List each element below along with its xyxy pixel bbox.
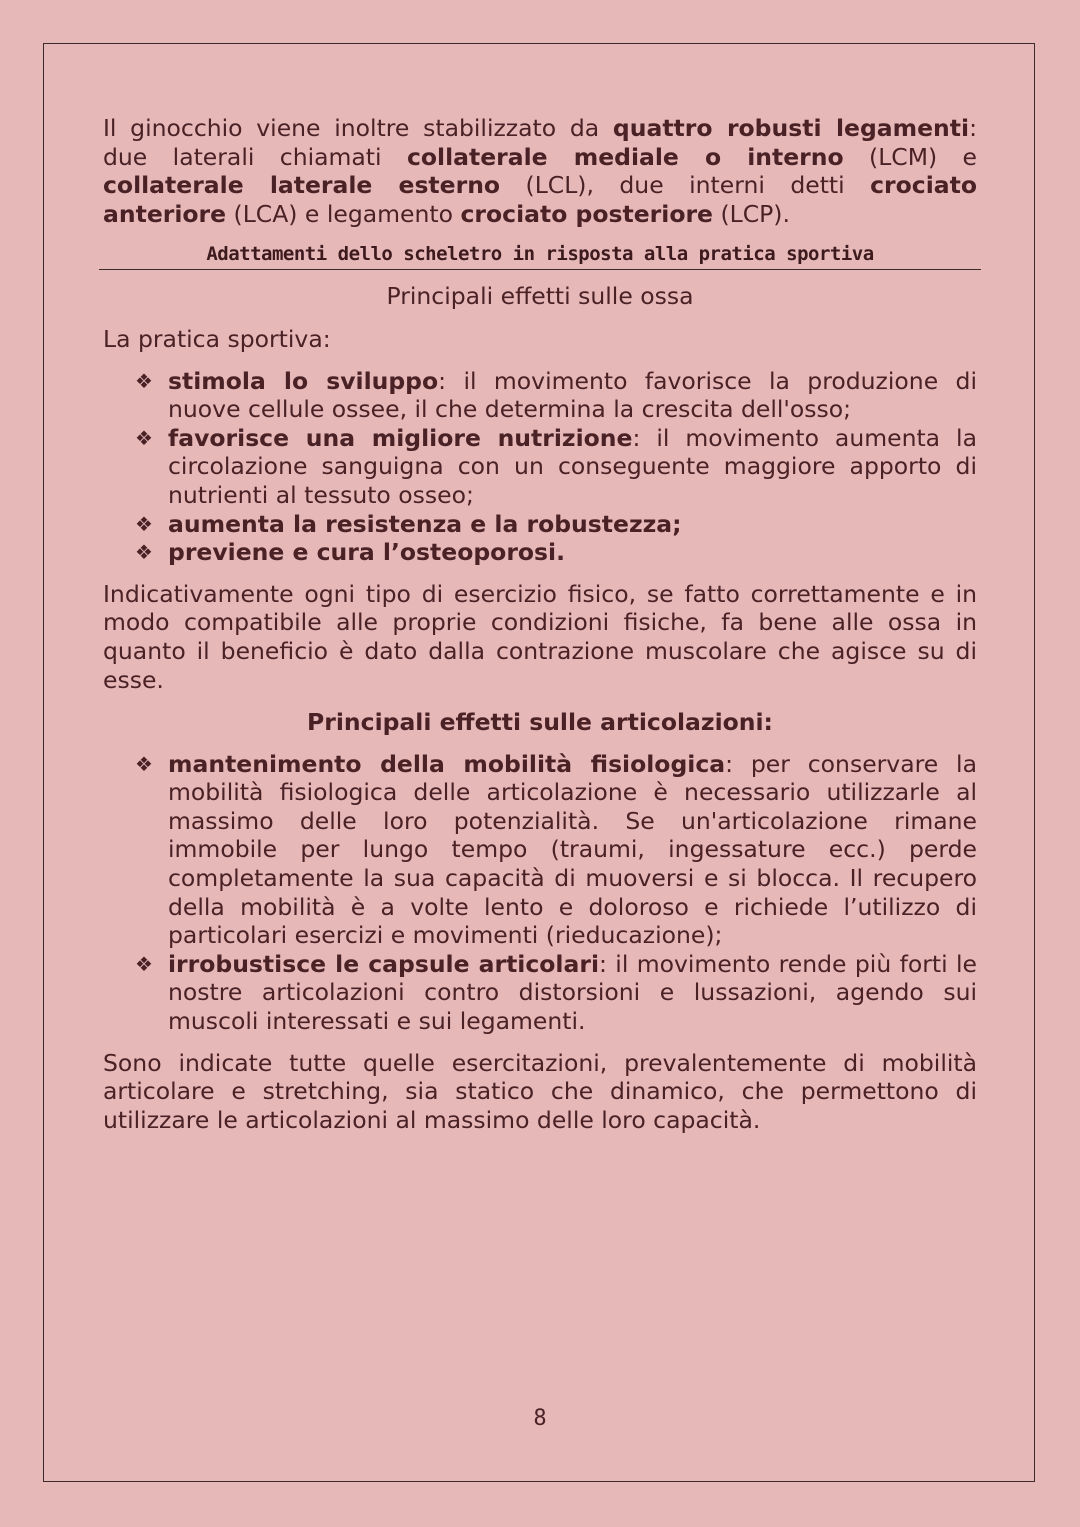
articolazioni-closing: Sono indicate tutte quelle esercitazioni, prevalentemente di mobilità articolare e stretching, sia statico che dinamico, che permettono di utilizzare le articolazioni al massimo delle loro capacità. [103, 1048, 977, 1134]
intro-text: Il ginocchio viene inoltre stabilizzato da [103, 114, 613, 142]
bullet-text: : per conservare la mobilità fisiologica delle articolazione è necessario utilizzarle al massimo delle loro potenzialità. Se un'articolazione rimane immobile per lungo tempo (traumi, ingessature ecc.) perde completamente la sua capacità di muoversi e si blocca. Il recupero della mobilità è a volte lento e doloroso e richiede l’utilizzo di particolari esercizi e movimenti (rieducazione); [168, 749, 977, 950]
list-item [135, 366, 977, 424]
page-content [103, 114, 977, 1134]
bullet-bold: previene e cura l’osteoporosi. [168, 538, 566, 567]
bullet-text: : il movimento favorisce la produzione di nuove cellule ossee, il che determina la crescita dell'osso; [168, 366, 977, 424]
list-item [135, 749, 977, 950]
intro-text: (LCL), due interni detti [500, 171, 871, 200]
bullet-text: : il movimento rende più forti le nostre articolazioni contro distorsioni e lussazioni, agendo sui muscoli interessati e sui legamenti. [168, 949, 977, 1036]
intro-text: (LCM) e [843, 142, 977, 171]
page-number: 8 [533, 1406, 547, 1431]
intro-text: (LCP). [713, 199, 790, 228]
bullet-bold: favorisce una migliore nutrizione [168, 423, 633, 452]
list-item [135, 949, 977, 1036]
intro-text: (LCA) e legamento [226, 199, 461, 228]
ossa-lead: La pratica sportiva: [103, 324, 331, 353]
diamond-bullet-icon: ❖ [135, 540, 153, 565]
section-heading: Adattamenti dello scheletro in risposta alla pratica sportiva [99, 242, 981, 270]
intro-bold: crociato posteriore [460, 199, 713, 228]
ossa-closing: Indicativamente ogni tipo di esercizio fisico, se fatto correttamente e in modo compatibile alle proprie condizioni fisiche, fa bene alle ossa in quanto il beneficio è dato dalla contrazione muscolare che agisce su di esse. [103, 579, 977, 694]
intro-bold: collaterale mediale o interno [406, 142, 844, 171]
articolazioni-bullet-list [103, 750, 977, 1036]
bullet-bold: irrobustisce le capsule articolari [168, 949, 599, 978]
intro-bold: collaterale laterale esterno [103, 171, 501, 200]
bullet-bold: stimola lo sviluppo [168, 366, 439, 395]
diamond-bullet-icon: ❖ [135, 511, 153, 536]
intro-text: : due laterali chiamati [103, 114, 977, 171]
diamond-bullet-icon: ❖ [135, 751, 153, 776]
intro-bold: crociato anteriore [103, 171, 977, 228]
list-item [135, 538, 977, 567]
list-item [135, 509, 977, 539]
ossa-bullet-list [103, 367, 977, 567]
intro-paragraph [103, 114, 977, 228]
diamond-bullet-icon: ❖ [135, 368, 153, 393]
diamond-bullet-icon: ❖ [135, 425, 153, 450]
list-item [135, 423, 977, 510]
ossa-title: Principali effetti sulle ossa [386, 282, 694, 311]
articolazioni-title: Principali effetti sulle articolazioni: [307, 708, 773, 737]
diamond-bullet-icon: ❖ [135, 951, 153, 976]
bullet-text: : il movimento aumenta la circolazione sanguigna con un conseguente maggiore apporto di nutrienti al tessuto osseo; [168, 423, 977, 509]
intro-bold: quattro robusti legamenti [612, 114, 970, 142]
bullet-bold: aumenta la resistenza e la robustezza; [168, 509, 682, 538]
bullet-bold: mantenimento della mobilità fisiologica [168, 749, 726, 778]
